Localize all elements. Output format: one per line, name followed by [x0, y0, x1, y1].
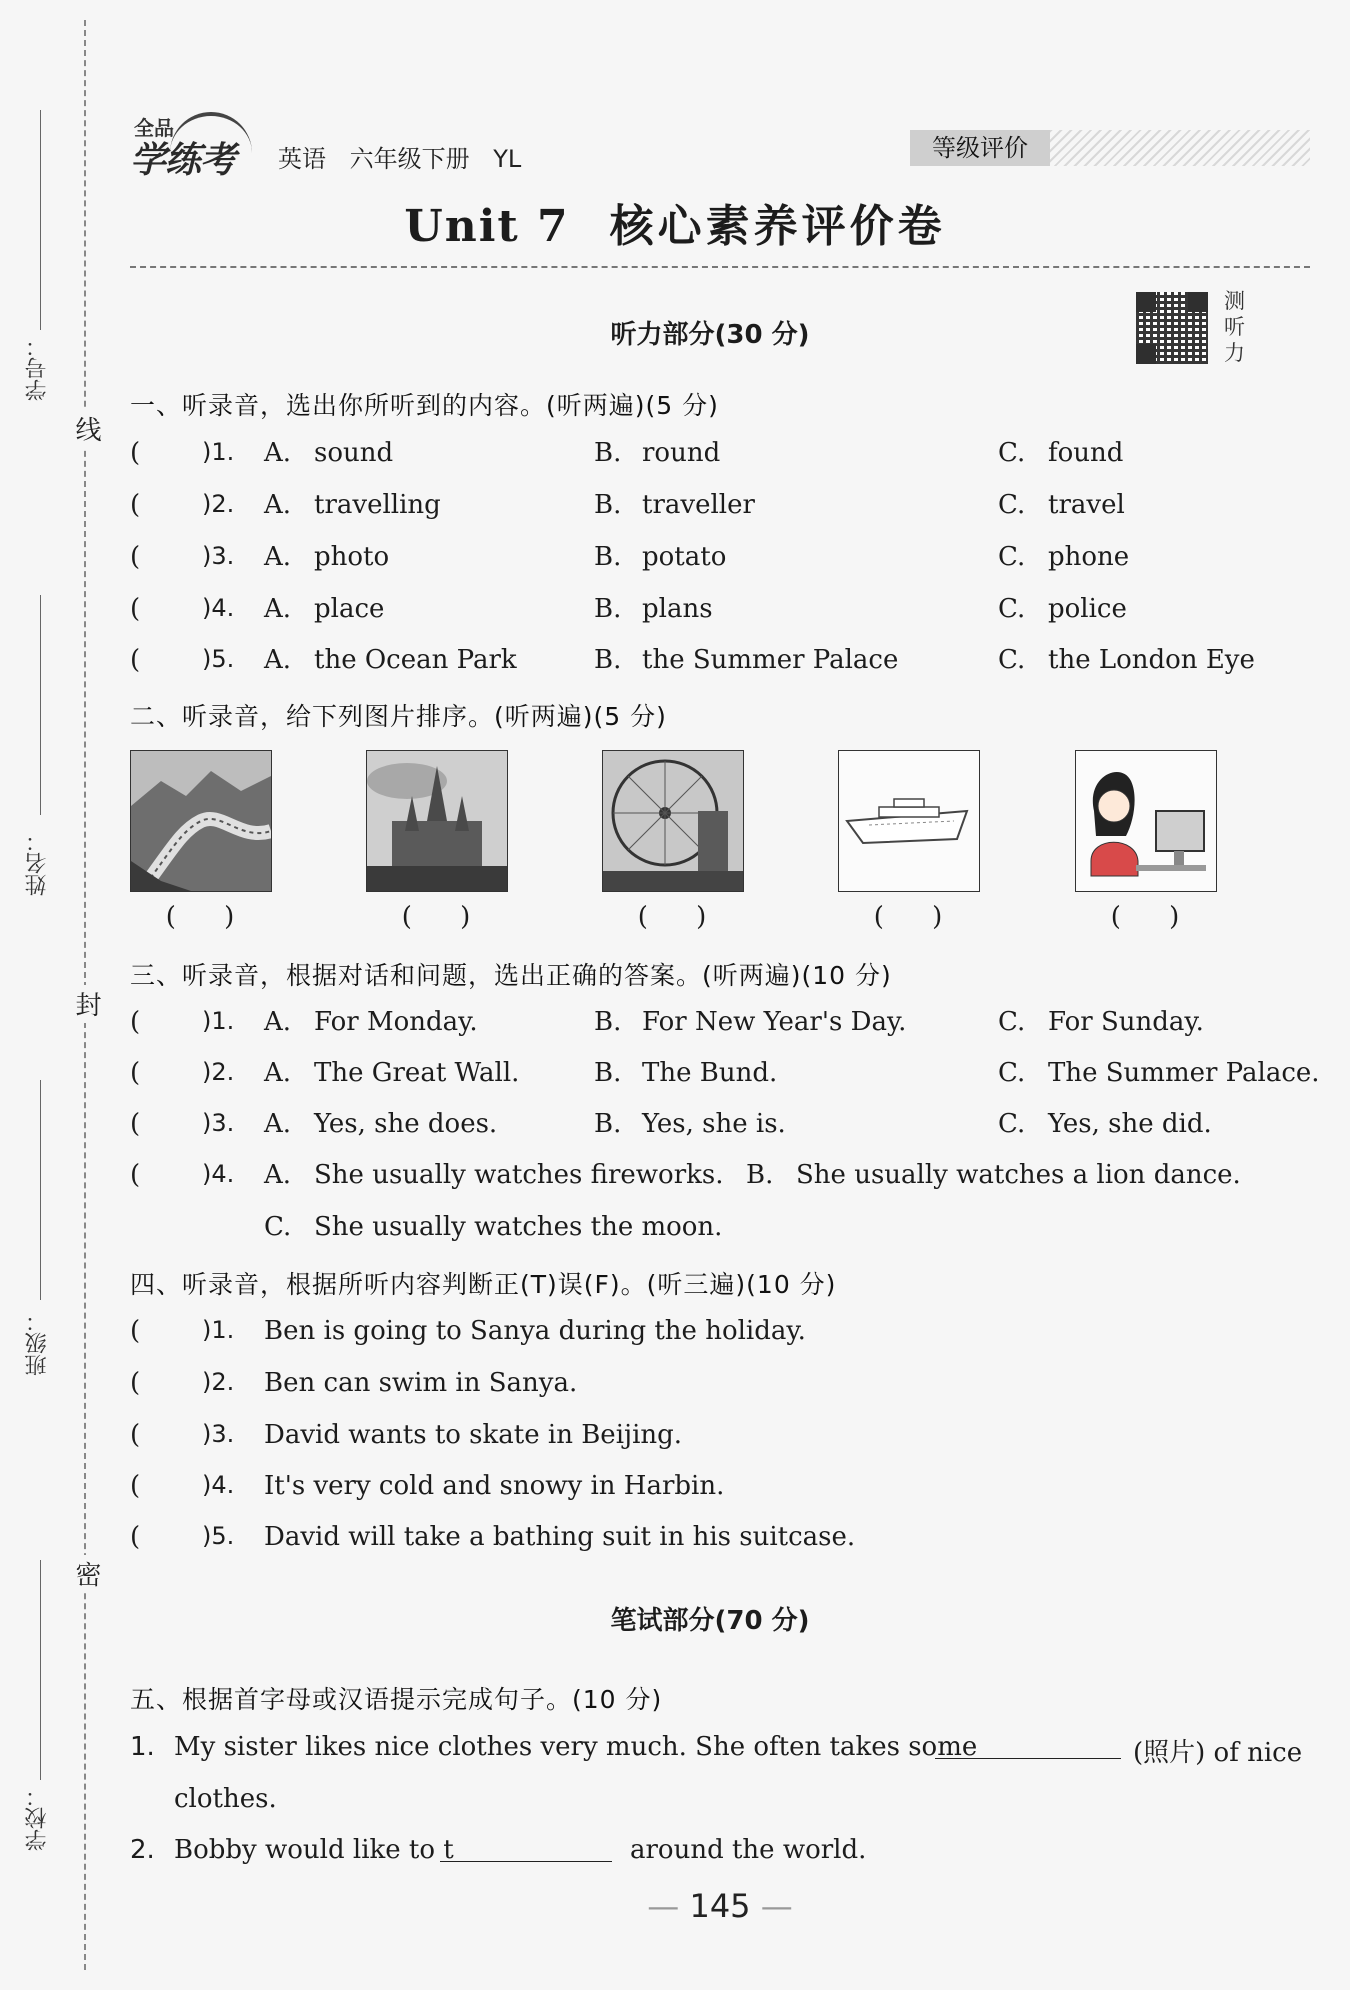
- option-b-text: The Bund.: [642, 1058, 778, 1088]
- part1-item-4: [130, 594, 1310, 634]
- item-number: )3.: [202, 1420, 235, 1448]
- item-number: )4.: [202, 1160, 235, 1188]
- answer-paren[interactable]: (: [130, 1160, 141, 1190]
- page-number-value: 145: [689, 1887, 751, 1925]
- margin-underline: [40, 595, 41, 815]
- part2-heading: 二、听录音，给下列图片排序。(听两遍)(5 分): [130, 702, 667, 731]
- item-number: )2.: [202, 1368, 235, 1396]
- question-text-after: around the world.: [630, 1835, 867, 1865]
- margin-underline: [40, 1080, 41, 1300]
- page-number-dash-right: —: [750, 1887, 793, 1925]
- option-a-text: The Great Wall.: [314, 1058, 520, 1088]
- option-c-text: the London Eye: [1048, 645, 1255, 675]
- option-b-text: round: [642, 438, 721, 468]
- cut-mark-seal: 封: [68, 985, 105, 1023]
- logo-small-text: 全品: [134, 116, 174, 140]
- question-text: My sister likes nice clothes very much. She often takes some: [174, 1732, 978, 1762]
- option-c-text: phone: [1048, 542, 1130, 572]
- option-a-text: place: [314, 594, 385, 624]
- part1-item-1: [130, 438, 1310, 478]
- part3-item-1: [130, 1007, 1310, 1047]
- part5-question-1: [130, 1732, 1310, 1772]
- statement-text: It's very cold and snowy in Harbin.: [264, 1471, 725, 1501]
- option-c-text: police: [1048, 594, 1127, 624]
- option-c-label: C.: [998, 438, 1026, 468]
- option-a-text: For Monday.: [314, 1007, 478, 1037]
- title-chinese: 核心素养评价卷: [609, 201, 946, 252]
- statement-text: Ben can swim in Sanya.: [264, 1368, 578, 1398]
- option-c-label: C.: [998, 645, 1026, 675]
- girl-at-computer-icon: [1076, 751, 1216, 891]
- picture-castle: [366, 750, 508, 892]
- part3-item-4-c: [130, 1212, 1310, 1252]
- question-text: Bobby would like to t: [174, 1835, 454, 1865]
- option-b-label: B.: [594, 1109, 622, 1139]
- question-hint: (照片) of nice: [1133, 1738, 1303, 1768]
- part4-item-2: [130, 1368, 1310, 1408]
- option-c-text: She usually watches the moon.: [314, 1212, 723, 1242]
- title-divider: [130, 266, 1310, 268]
- option-a-label: A.: [264, 1160, 292, 1190]
- option-b-text: Yes, she is.: [642, 1109, 786, 1139]
- item-number: )5.: [202, 645, 235, 673]
- picture-answer-paren[interactable]: ( ): [1110, 902, 1180, 932]
- option-b-label: B.: [594, 542, 622, 572]
- badge-stripes-decoration: [1050, 130, 1310, 166]
- item-number: )1.: [202, 1316, 235, 1344]
- part5-question-2: [130, 1835, 1310, 1875]
- option-b-label: B.: [594, 594, 622, 624]
- option-c-label: C.: [998, 1109, 1026, 1139]
- castle-icon: [367, 751, 507, 891]
- ferris-wheel-icon: [603, 751, 743, 891]
- option-b-label: B.: [594, 490, 622, 520]
- answer-paren[interactable]: (: [130, 645, 141, 675]
- item-number: )4.: [202, 594, 235, 622]
- margin-label-student-id: 学号：: [25, 335, 50, 401]
- listening-section-title: 听力部分(30 分): [610, 320, 810, 350]
- part1-item-5: [130, 645, 1310, 685]
- answer-paren[interactable]: (: [130, 1007, 141, 1037]
- part1-heading: 一、听录音，选出你所听到的内容。(听两遍)(5 分): [130, 391, 719, 420]
- answer-paren[interactable]: (: [130, 1316, 141, 1346]
- answer-paren[interactable]: (: [130, 1522, 141, 1552]
- option-b-text: traveller: [642, 490, 755, 520]
- part1-item-2: [130, 490, 1310, 530]
- option-c-label: C.: [998, 1007, 1026, 1037]
- option-a-text: travelling: [314, 490, 441, 520]
- margin-label-school: 学校：: [25, 1785, 50, 1851]
- picture-answer-paren[interactable]: ( ): [637, 902, 707, 932]
- option-b-label: B.: [594, 1058, 622, 1088]
- option-a-text: She usually watches fireworks.: [314, 1160, 724, 1190]
- item-number: )1.: [202, 1007, 235, 1035]
- page-number: [0, 1887, 1350, 1925]
- option-a-label: A.: [264, 594, 292, 624]
- qr-label: 测听力: [1224, 289, 1245, 365]
- page-number-dash-left: —: [647, 1887, 690, 1925]
- picture-ferris-wheel: [602, 750, 744, 892]
- cut-mark-secret: 密: [68, 1555, 105, 1593]
- picture-answer-paren[interactable]: ( ): [401, 902, 471, 932]
- option-c-label: C.: [998, 542, 1026, 572]
- part4-item-1: [130, 1316, 1310, 1356]
- part3-item-3: [130, 1109, 1310, 1149]
- picture-answer-paren[interactable]: ( ): [165, 902, 235, 932]
- picture-answer-paren[interactable]: ( ): [873, 902, 943, 932]
- item-number: )2.: [202, 490, 235, 518]
- option-c-label: C.: [264, 1212, 292, 1242]
- part4-item-4: [130, 1471, 1310, 1511]
- answer-paren[interactable]: (: [130, 1368, 141, 1398]
- option-b-text: potato: [642, 542, 727, 572]
- part5-heading: 五、根据首字母或汉语提示完成句子。(10 分): [130, 1685, 663, 1714]
- option-c-text: For Sunday.: [1048, 1007, 1204, 1037]
- option-b-text: plans: [642, 594, 713, 624]
- answer-blank[interactable]: [440, 1835, 612, 1862]
- margin-underline: [40, 1560, 41, 1780]
- writing-section-title: 笔试部分(70 分): [610, 1606, 810, 1636]
- part4-item-5: [130, 1522, 1310, 1562]
- answer-paren[interactable]: (: [130, 542, 141, 572]
- answer-paren[interactable]: (: [130, 594, 141, 624]
- option-a-label: A.: [264, 490, 292, 520]
- part5-question-1-cont: [130, 1784, 1310, 1824]
- answer-paren[interactable]: (: [130, 1420, 141, 1450]
- answer-paren[interactable]: (: [130, 490, 141, 520]
- picture-girl-computer: [1075, 750, 1217, 892]
- option-b-text: For New Year's Day.: [642, 1007, 907, 1037]
- margin-label-class: 班级：: [25, 1310, 50, 1376]
- part3-item-2: [130, 1058, 1320, 1098]
- picture-ship: [838, 750, 980, 892]
- option-c-text: travel: [1048, 490, 1125, 520]
- part1-item-3: [130, 542, 1310, 582]
- option-c-label: C.: [998, 1058, 1026, 1088]
- part4-heading: 四、听录音，根据所听内容判断正(T)误(F)。(听三遍)(10 分): [130, 1270, 837, 1299]
- option-a-text: Yes, she does.: [314, 1109, 498, 1139]
- option-a-label: A.: [264, 645, 292, 675]
- option-a-label: A.: [264, 1007, 292, 1037]
- statement-text: David wants to skate in Beijing.: [264, 1420, 683, 1450]
- great-wall-icon: [131, 751, 271, 891]
- statement-text: David will take a bathing suit in his suitcase.: [264, 1522, 856, 1552]
- item-number: )3.: [202, 1109, 235, 1137]
- option-c-label: C.: [998, 490, 1026, 520]
- option-a-text: sound: [314, 438, 394, 468]
- cut-mark-line: 线: [68, 410, 105, 448]
- option-b-label: B.: [746, 1160, 774, 1190]
- part4-item-3: [130, 1420, 1310, 1460]
- option-a-label: A.: [264, 1058, 292, 1088]
- item-number: )4.: [202, 1471, 235, 1499]
- answer-paren[interactable]: (: [130, 1109, 141, 1139]
- part3-heading: 三、听录音，根据对话和问题，选出正确的答案。(听两遍)(10 分): [130, 961, 892, 990]
- item-number: )3.: [202, 542, 235, 570]
- question-number: 1.: [130, 1732, 155, 1762]
- answer-blank[interactable]: [935, 1732, 1121, 1759]
- question-number: 2.: [130, 1835, 155, 1865]
- item-number: )1.: [202, 438, 235, 466]
- option-c-text: The Summer Palace.: [1048, 1058, 1320, 1088]
- statement-text: Ben is going to Sanya during the holiday.: [264, 1316, 806, 1346]
- title-unit: Unit 7: [404, 201, 570, 252]
- logo-main-text: 学练考: [130, 140, 236, 181]
- option-a-label: A.: [264, 542, 292, 572]
- option-a-label: A.: [264, 438, 292, 468]
- option-a-text: photo: [314, 542, 390, 572]
- option-c-label: C.: [998, 594, 1026, 624]
- question-text-continued: clothes.: [174, 1784, 277, 1814]
- option-b-label: B.: [594, 645, 622, 675]
- option-a-text: the Ocean Park: [314, 645, 517, 675]
- header-subject-info: 英语 六年级下册 YL: [278, 145, 522, 173]
- page-title: [0, 190, 1350, 254]
- option-b-label: B.: [594, 438, 622, 468]
- grade-evaluation-badge: 等级评价: [910, 130, 1050, 166]
- item-number: )5.: [202, 1522, 235, 1550]
- ship-icon: [839, 751, 979, 891]
- option-b-text: She usually watches a lion dance.: [796, 1160, 1241, 1190]
- option-c-text: Yes, she did.: [1048, 1109, 1212, 1139]
- margin-label-name: 姓名：: [25, 830, 50, 896]
- option-a-label: A.: [264, 1109, 292, 1139]
- item-number: )2.: [202, 1058, 235, 1086]
- option-b-label: B.: [594, 1007, 622, 1037]
- answer-paren[interactable]: (: [130, 1058, 141, 1088]
- answer-paren[interactable]: (: [130, 438, 141, 468]
- option-c-text: found: [1048, 438, 1124, 468]
- qr-code-icon[interactable]: [1136, 292, 1208, 364]
- part3-item-4: [130, 1160, 1310, 1200]
- picture-great-wall: [130, 750, 272, 892]
- option-b-text: the Summer Palace: [642, 645, 899, 675]
- answer-paren[interactable]: (: [130, 1471, 141, 1501]
